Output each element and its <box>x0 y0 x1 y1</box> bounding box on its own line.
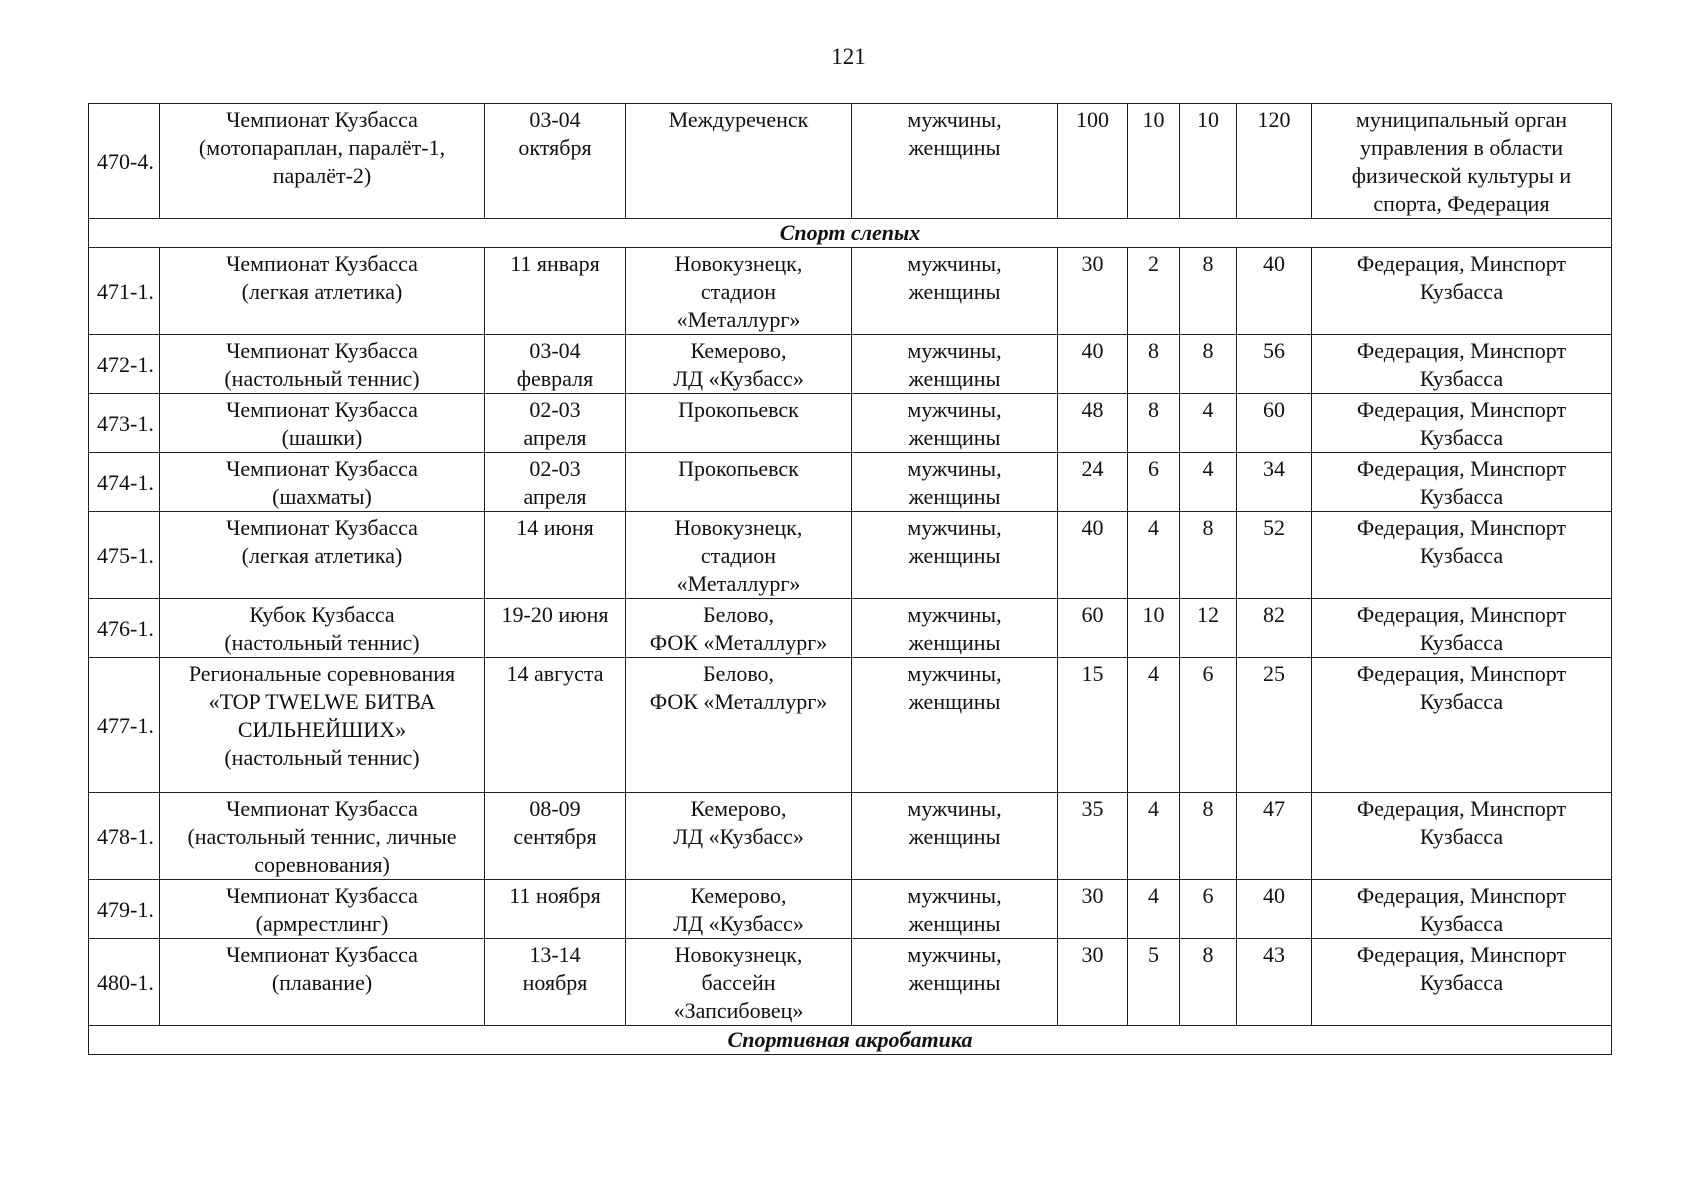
event-number: 474-1. <box>89 453 160 512</box>
event-name-line: Чемпионат Кузбасса <box>226 942 418 967</box>
athletes-count: 100 <box>1058 104 1128 219</box>
event-name <box>160 453 485 512</box>
event-date <box>485 599 626 658</box>
event-name <box>160 512 485 599</box>
athletes-count: 40 <box>1058 335 1128 394</box>
event-place <box>626 453 852 512</box>
organizer-line: Кузбасса <box>1419 824 1504 849</box>
participants-gender-line: мужчины, <box>907 661 1002 686</box>
event-date <box>485 512 626 599</box>
participants-gender <box>852 104 1058 219</box>
event-place <box>626 394 852 453</box>
organizer <box>1312 104 1612 219</box>
participants-gender-line: мужчины, <box>907 796 1002 821</box>
athletes-count: 30 <box>1058 939 1128 1026</box>
organizer-line: Федерация, Минспорт <box>1356 251 1567 276</box>
organizer-line: Федерация, Минспорт <box>1356 883 1567 908</box>
total-count: 56 <box>1237 335 1312 394</box>
organizer-line: Кузбасса <box>1419 911 1504 936</box>
event-date <box>485 658 626 793</box>
event-name-line: (настольный теннис) <box>224 745 420 770</box>
organizer <box>1312 793 1612 880</box>
event-name-line: Чемпионат Кузбасса <box>226 883 418 908</box>
coaches-count: 12 <box>1180 599 1237 658</box>
event-place-line: Новокузнецк, <box>674 515 803 540</box>
participants-gender-line: женщины <box>908 484 1001 509</box>
judges-count: 4 <box>1128 793 1180 880</box>
judges-count: 5 <box>1128 939 1180 1026</box>
event-place-line: Белово, <box>702 661 775 686</box>
coaches-count: 4 <box>1180 394 1237 453</box>
event-name-line: Чемпионат Кузбасса <box>226 107 418 132</box>
event-number: 471-1. <box>89 248 160 335</box>
participants-gender-line: женщины <box>908 366 1001 391</box>
total-count: 52 <box>1237 512 1312 599</box>
event-date-line: 02-03 <box>529 397 581 422</box>
event-place-line: «Металлург» <box>676 307 801 332</box>
event-place-line: Прокопьевск <box>678 397 799 422</box>
organizer <box>1312 880 1612 939</box>
event-date <box>485 939 626 1026</box>
event-name-line: Чемпионат Кузбасса <box>226 515 418 540</box>
event-name-line: Региональные соревнования <box>188 661 456 686</box>
event-name-line: (плавание) <box>271 970 373 995</box>
athletes-count: 35 <box>1058 793 1128 880</box>
organizer-line: Федерация, Минспорт <box>1356 338 1567 363</box>
event-place-line: Кемерово, <box>690 796 787 821</box>
event-date-line: 03-04 <box>529 107 581 132</box>
organizer-line: Федерация, Минспорт <box>1356 456 1567 481</box>
event-date-line: 19-20 июня <box>501 602 609 627</box>
event-date-line: 02-03 <box>529 456 581 481</box>
table-row <box>89 793 1612 880</box>
participants-gender-line: мужчины, <box>907 515 1002 540</box>
organizer <box>1312 335 1612 394</box>
event-date-line: апреля <box>523 425 587 450</box>
event-name <box>160 599 485 658</box>
participants-gender <box>852 453 1058 512</box>
event-date <box>485 453 626 512</box>
event-place-line: стадион <box>700 279 777 304</box>
event-place-line: «Запсибовец» <box>673 998 804 1023</box>
event-name-line: Чемпионат Кузбасса <box>226 251 418 276</box>
event-place-line: бассейн <box>701 970 776 995</box>
event-name <box>160 658 485 793</box>
event-date-line: 14 июня <box>516 515 594 540</box>
table-row <box>89 453 1612 512</box>
table-row <box>89 335 1612 394</box>
athletes-count: 48 <box>1058 394 1128 453</box>
participants-gender-line: женщины <box>908 425 1001 450</box>
participants-gender <box>852 880 1058 939</box>
total-count: 25 <box>1237 658 1312 793</box>
event-place <box>626 880 852 939</box>
event-date-line: сентября <box>513 824 597 849</box>
coaches-count: 8 <box>1180 793 1237 880</box>
event-number: 478-1. <box>89 793 160 880</box>
total-count: 43 <box>1237 939 1312 1026</box>
event-date-line: 11 ноября <box>509 883 601 908</box>
event-date <box>485 880 626 939</box>
organizer-line: Кузбасса <box>1419 970 1504 995</box>
event-date-line: 03-04 <box>529 338 581 363</box>
event-number: 473-1. <box>89 394 160 453</box>
coaches-count: 8 <box>1180 248 1237 335</box>
participants-gender-line: женщины <box>908 911 1001 936</box>
event-name-line: Чемпионат Кузбасса <box>226 796 418 821</box>
organizer <box>1312 512 1612 599</box>
participants-gender <box>852 512 1058 599</box>
participants-gender-line: женщины <box>908 689 1001 714</box>
event-place-line: Новокузнецк, <box>674 251 803 276</box>
participants-gender-line: женщины <box>908 970 1001 995</box>
event-name-line: соревнования) <box>254 852 390 877</box>
judges-count: 4 <box>1128 880 1180 939</box>
event-name <box>160 394 485 453</box>
event-name <box>160 104 485 219</box>
total-count: 40 <box>1237 248 1312 335</box>
participants-gender-line: мужчины, <box>907 107 1002 132</box>
judges-count: 10 <box>1128 599 1180 658</box>
event-name-line: СИЛЬНЕЙШИХ» <box>237 717 407 742</box>
organizer-line: Федерация, Минспорт <box>1356 661 1567 686</box>
event-name-line: «TOP TWELWE БИТВА <box>208 689 436 714</box>
organizer-line: Федерация, Минспорт <box>1356 602 1567 627</box>
event-name-line: (настольный теннис) <box>224 630 420 655</box>
event-name-line: Чемпионат Кузбасса <box>226 338 418 363</box>
table-row <box>89 658 1612 793</box>
section-header-row <box>89 219 1612 248</box>
total-count: 40 <box>1237 880 1312 939</box>
event-name-line: (легкая атлетика) <box>241 543 403 568</box>
event-date-line: 08-09 <box>529 796 581 821</box>
event-place-line: «Металлург» <box>676 571 801 596</box>
participants-gender <box>852 248 1058 335</box>
judges-count: 6 <box>1128 453 1180 512</box>
event-place-line: Кемерово, <box>690 338 787 363</box>
section-title: Спорт слепых <box>89 219 1612 248</box>
event-place-line: стадион <box>700 543 777 568</box>
coaches-count: 6 <box>1180 658 1237 793</box>
table-row <box>89 939 1612 1026</box>
event-number: 470-4. <box>89 104 160 219</box>
organizer-line: Кузбасса <box>1419 484 1504 509</box>
coaches-count: 10 <box>1180 104 1237 219</box>
event-place-line: ФОК «Металлург» <box>649 689 828 714</box>
event-place <box>626 104 852 219</box>
judges-count: 4 <box>1128 658 1180 793</box>
organizer <box>1312 394 1612 453</box>
event-date-line: февраля <box>516 366 594 391</box>
event-number: 477-1. <box>89 658 160 793</box>
event-date <box>485 394 626 453</box>
table-row <box>89 248 1612 335</box>
event-date-line: 11 января <box>510 251 600 276</box>
event-name <box>160 335 485 394</box>
organizer-line: управления в области <box>1360 135 1563 160</box>
participants-gender-line: женщины <box>908 543 1001 568</box>
participants-gender <box>852 658 1058 793</box>
athletes-count: 15 <box>1058 658 1128 793</box>
judges-count: 8 <box>1128 335 1180 394</box>
event-place <box>626 793 852 880</box>
judges-count: 2 <box>1128 248 1180 335</box>
organizer-line: Федерация, Минспорт <box>1356 796 1567 821</box>
organizer <box>1312 658 1612 793</box>
event-date <box>485 335 626 394</box>
coaches-count: 8 <box>1180 335 1237 394</box>
event-place <box>626 512 852 599</box>
event-place <box>626 939 852 1026</box>
organizer-line: Кузбасса <box>1419 425 1504 450</box>
event-date-line: 13-14 <box>529 942 581 967</box>
section-title: Спортивная акробатика <box>89 1026 1612 1055</box>
event-place-line: Прокопьевск <box>678 456 799 481</box>
organizer-line: Кузбасса <box>1419 366 1504 391</box>
organizer-line: Кузбасса <box>1419 630 1504 655</box>
organizer-line: Федерация, Минспорт <box>1356 397 1567 422</box>
event-place-line: Кемерово, <box>690 883 787 908</box>
event-name-line: (шашки) <box>281 425 363 450</box>
event-name-line: (настольный теннис, личные <box>187 824 457 849</box>
participants-gender-line: мужчины, <box>907 397 1002 422</box>
participants-gender <box>852 599 1058 658</box>
event-name <box>160 248 485 335</box>
event-date-line: апреля <box>523 484 587 509</box>
event-place <box>626 599 852 658</box>
organizer-line: Федерация, Минспорт <box>1356 515 1567 540</box>
organizer-line: муниципальный орган <box>1355 107 1568 132</box>
event-name-line: (армрестлинг) <box>255 911 389 936</box>
event-date <box>485 104 626 219</box>
event-place-line: Междуреченск <box>668 107 809 132</box>
organizer <box>1312 939 1612 1026</box>
table-row <box>89 394 1612 453</box>
coaches-count: 4 <box>1180 453 1237 512</box>
event-place <box>626 335 852 394</box>
total-count: 120 <box>1237 104 1312 219</box>
organizer-line: Кузбасса <box>1419 279 1504 304</box>
participants-gender <box>852 793 1058 880</box>
coaches-count: 8 <box>1180 939 1237 1026</box>
event-place <box>626 248 852 335</box>
table-row <box>89 599 1612 658</box>
event-number: 479-1. <box>89 880 160 939</box>
organizer-line: Кузбасса <box>1419 543 1504 568</box>
organizer-line: Федерация, Минспорт <box>1356 942 1567 967</box>
event-date-line: ноября <box>522 970 588 995</box>
organizer <box>1312 248 1612 335</box>
participants-gender-line: женщины <box>908 630 1001 655</box>
total-count: 34 <box>1237 453 1312 512</box>
event-name-line: (легкая атлетика) <box>241 279 403 304</box>
participants-gender-line: женщины <box>908 279 1001 304</box>
event-name-line: Чемпионат Кузбасса <box>226 397 418 422</box>
event-place-line: ЛД «Кузбасс» <box>673 824 804 849</box>
section-header-row <box>89 1026 1612 1055</box>
event-place <box>626 658 852 793</box>
organizer <box>1312 599 1612 658</box>
coaches-count: 6 <box>1180 880 1237 939</box>
event-number: 475-1. <box>89 512 160 599</box>
schedule-table <box>88 103 1612 1055</box>
event-name <box>160 793 485 880</box>
participants-gender-line: женщины <box>908 824 1001 849</box>
athletes-count: 40 <box>1058 512 1128 599</box>
athletes-count: 30 <box>1058 880 1128 939</box>
event-place-line: ЛД «Кузбасс» <box>673 911 804 936</box>
participants-gender-line: мужчины, <box>907 602 1002 627</box>
organizer-line: Кузбасса <box>1419 689 1504 714</box>
event-place-line: ЛД «Кузбасс» <box>673 366 804 391</box>
participants-gender-line: мужчины, <box>907 251 1002 276</box>
athletes-count: 24 <box>1058 453 1128 512</box>
total-count: 47 <box>1237 793 1312 880</box>
event-name <box>160 939 485 1026</box>
event-date-line: 14 августа <box>506 661 604 686</box>
participants-gender-line: женщины <box>908 135 1001 160</box>
participants-gender-line: мужчины, <box>907 456 1002 481</box>
participants-gender-line: мужчины, <box>907 942 1002 967</box>
event-number: 472-1. <box>89 335 160 394</box>
event-date-line: октября <box>518 135 592 160</box>
event-number: 476-1. <box>89 599 160 658</box>
event-name-line: (мотопараплан, паралёт-1, <box>198 135 446 160</box>
athletes-count: 30 <box>1058 248 1128 335</box>
athletes-count: 60 <box>1058 599 1128 658</box>
table-row <box>89 104 1612 219</box>
table-row <box>89 512 1612 599</box>
organizer-line: спорта, Федерация <box>1373 191 1550 216</box>
event-name-line: (шахматы) <box>272 484 372 509</box>
event-name-line: Чемпионат Кузбасса <box>226 456 418 481</box>
judges-count: 10 <box>1128 104 1180 219</box>
organizer-line: физической культуры и <box>1351 163 1572 188</box>
participants-gender-line: мужчины, <box>907 883 1002 908</box>
judges-count: 4 <box>1128 512 1180 599</box>
coaches-count: 8 <box>1180 512 1237 599</box>
event-name-line: Кубок Кузбасса <box>249 602 395 627</box>
event-name-line: (настольный теннис) <box>224 366 420 391</box>
participants-gender <box>852 335 1058 394</box>
event-number: 480-1. <box>89 939 160 1026</box>
total-count: 82 <box>1237 599 1312 658</box>
event-place-line: ФОК «Металлург» <box>649 630 828 655</box>
judges-count: 8 <box>1128 394 1180 453</box>
table-row <box>89 880 1612 939</box>
event-name <box>160 880 485 939</box>
event-name-line: паралёт-2) <box>272 163 372 188</box>
participants-gender <box>852 939 1058 1026</box>
total-count: 60 <box>1237 394 1312 453</box>
event-date <box>485 248 626 335</box>
event-date <box>485 793 626 880</box>
participants-gender <box>852 394 1058 453</box>
event-place-line: Белово, <box>702 602 775 627</box>
event-place-line: Новокузнецк, <box>674 942 803 967</box>
participants-gender-line: мужчины, <box>907 338 1002 363</box>
organizer <box>1312 453 1612 512</box>
page-number: 121 <box>831 44 866 69</box>
